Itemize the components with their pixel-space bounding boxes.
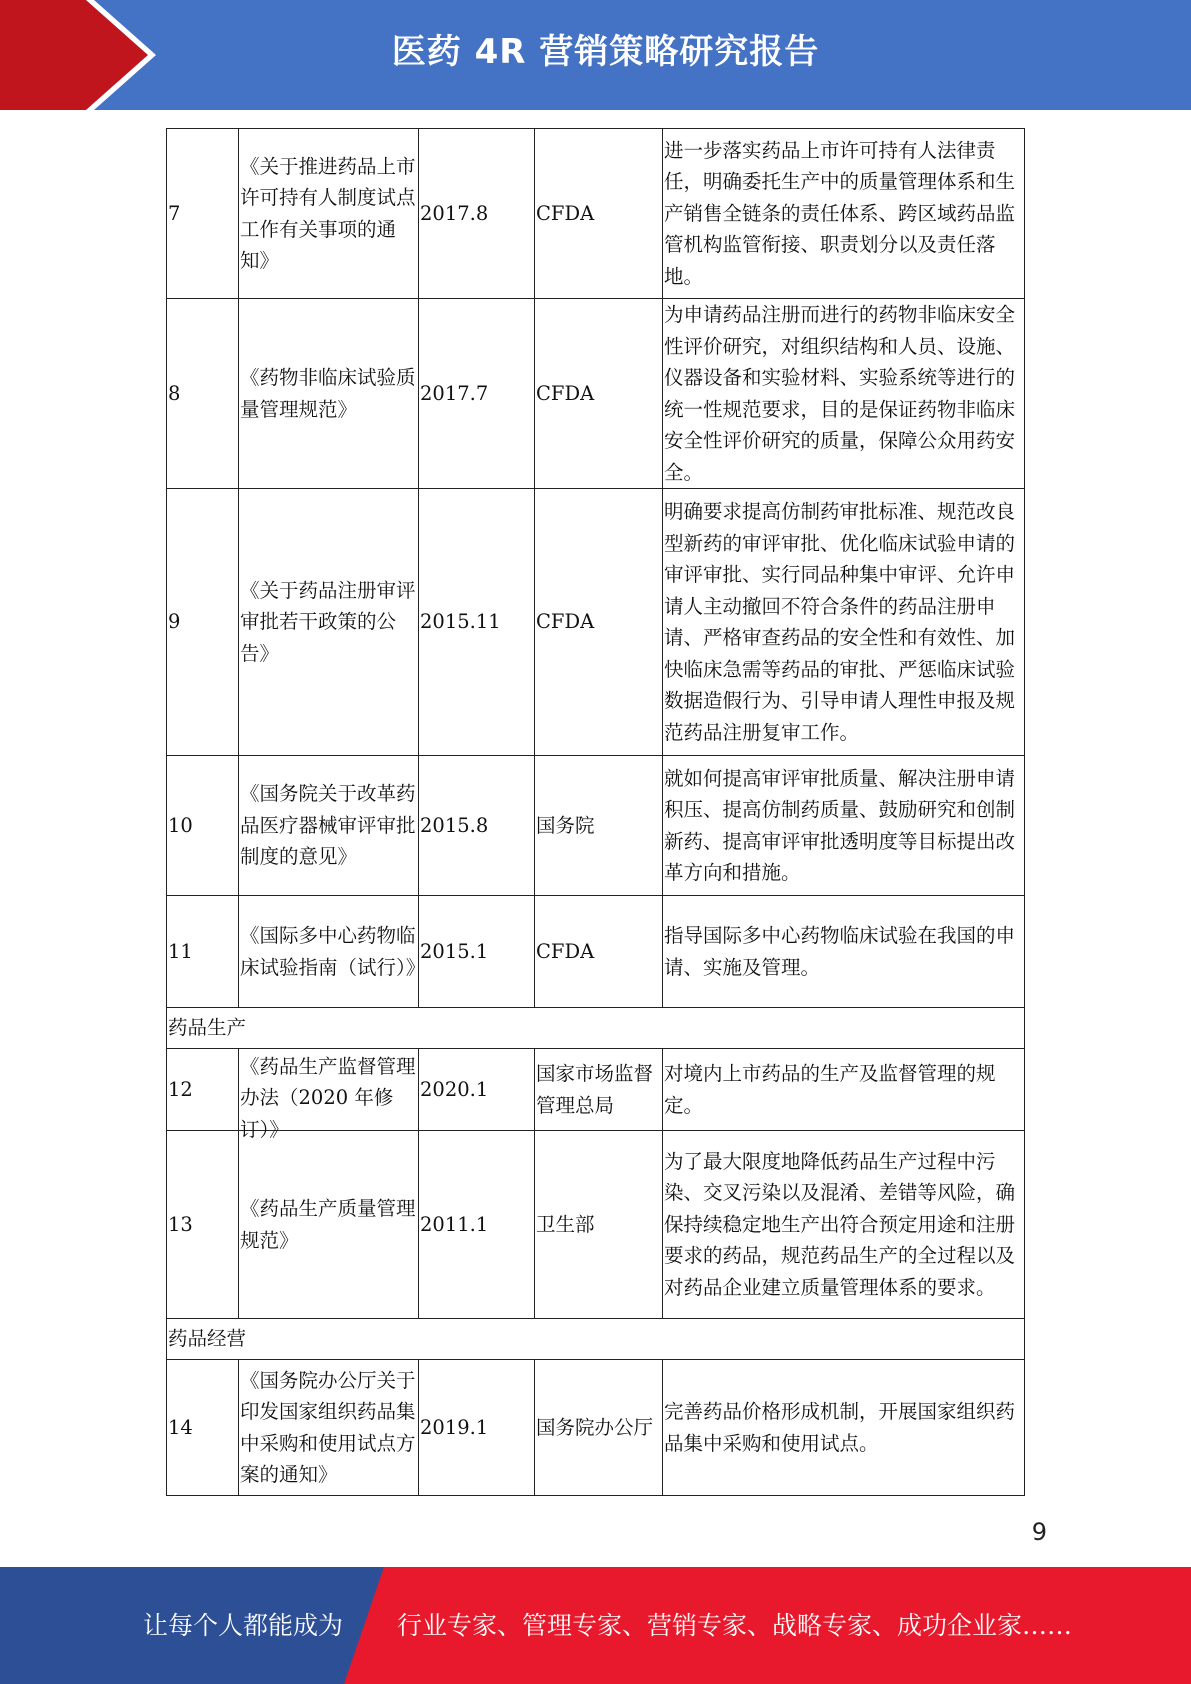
issuer: CFDA <box>535 129 663 299</box>
policy-name: 《药品生产监督管理办法（2020 年修订）》 <box>240 1054 416 1141</box>
issue-date: 2019.1 <box>419 1360 535 1496</box>
footer-slogan-right: 行业专家、管理专家、营销专家、战略专家、成功企业家…… <box>397 1611 1073 1640</box>
issue-date: 2017.8 <box>419 129 535 299</box>
section-row <box>167 1008 1025 1049</box>
issue-date: 2020.1 <box>419 1049 535 1131</box>
issuer: 国务院 <box>535 756 663 896</box>
policy-content: 就如何提高审评审批质量、解决注册申请积压、提高仿制药质量、鼓励研究和创制新药、提高审评审批透明度等目标提出改革方向和措施。 <box>663 756 1025 896</box>
table-row <box>167 299 1025 489</box>
table-row <box>167 1131 1025 1319</box>
issuer: 卫生部 <box>535 1131 663 1319</box>
section-row <box>167 1319 1025 1360</box>
issue-date: 2015.8 <box>419 756 535 896</box>
table-row <box>167 1049 1025 1131</box>
table-row <box>167 489 1025 756</box>
page-number: 9 <box>1031 1518 1047 1546</box>
policy-table <box>166 128 1025 1496</box>
issuer: 国家市场监督管理总局 <box>535 1049 663 1131</box>
policy-content: 为申请药品注册而进行的药物非临床安全性评价研究，对组织结构和人员、设施、仪器设备和实验材料、实验系统等进行的统一性规范要求，目的是保证药物非临床安全性评价研究的质量，保障公众用药安全。 <box>663 299 1025 489</box>
policy-name: 《国务院关于改革药品医疗器械审评审批制度的意见》 <box>239 756 419 896</box>
policy-content: 对境内上市药品的生产及监督管理的规定。 <box>663 1049 1025 1131</box>
row-number: 9 <box>167 489 239 756</box>
issue-date: 2015.11 <box>419 489 535 756</box>
issuer: 国务院办公厅 <box>535 1360 663 1496</box>
table-row <box>167 756 1025 896</box>
policy-name: 《关于推进药品上市许可持有人制度试点工作有关事项的通知》 <box>239 129 419 299</box>
policy-name: 《药品生产质量管理规范》 <box>239 1131 419 1319</box>
header-banner <box>0 0 1191 110</box>
policy-name: 《关于药品注册审评审批若干政策的公告》 <box>239 489 419 756</box>
policy-content: 明确要求提高仿制药审批标准、规范改良型新药的审评审批、优化临床试验申请的审评审批、实行同品种集中审评、允许申请人主动撤回不符合条件的药品注册申请、严格审查药品的安全性和有效性、加快临床急需等药品的审批、严惩临床试验数据造假行为、引导申请人理性申报及规范药品注册复审工作。 <box>663 489 1025 756</box>
policy-name: 《国务院办公厅关于印发国家组织药品集中采购和使用试点方案的通知》 <box>239 1360 419 1496</box>
table-row <box>167 1360 1025 1496</box>
footer-slogan-left: 让每个人都能成为 <box>143 1611 344 1640</box>
issue-date: 2011.1 <box>419 1131 535 1319</box>
table-row <box>167 896 1025 1008</box>
policy-content: 为了最大限度地降低药品生产过程中污染、交叉污染以及混淆、差错等风险，确保持续稳定地生产出符合预定用途和注册要求的药品，规范药品生产的全过程以及对药品企业建立质量管理体系的要求。 <box>663 1131 1025 1319</box>
policy-content: 指导国际多中心药物临床试验在我国的申请、实施及管理。 <box>663 896 1025 1008</box>
section-label: 药品经营 <box>167 1319 1025 1360</box>
issue-date: 2017.7 <box>419 299 535 489</box>
row-number: 10 <box>167 756 239 896</box>
row-number: 7 <box>167 129 239 299</box>
policy-content: 进一步落实药品上市许可持有人法律责任，明确委托生产中的质量管理体系和生产销售全链条的责任体系、跨区域药品监管机构监管衔接、职责划分以及责任落地。 <box>663 129 1025 299</box>
policy-name: 《国际多中心药物临床试验指南（试行）》 <box>239 896 419 1008</box>
issuer: CFDA <box>535 299 663 489</box>
row-number: 13 <box>167 1131 239 1319</box>
policy-name-cell <box>239 1049 419 1141</box>
issuer: CFDA <box>535 489 663 756</box>
issuer: CFDA <box>535 896 663 1008</box>
footer-banner <box>0 1567 1191 1684</box>
policy-name: 《药物非临床试验质量管理规范》 <box>239 299 419 489</box>
table-row <box>167 129 1025 299</box>
row-number: 11 <box>167 896 239 1008</box>
policy-content: 完善药品价格形成机制，开展国家组织药品集中采购和使用试点。 <box>663 1360 1025 1496</box>
report-title: 医药 4R 营销策略研究报告 <box>391 32 820 72</box>
row-number: 14 <box>167 1360 239 1496</box>
row-number: 12 <box>167 1049 239 1131</box>
row-number: 8 <box>167 299 239 489</box>
issue-date: 2015.1 <box>419 896 535 1008</box>
section-label: 药品生产 <box>167 1008 1025 1049</box>
